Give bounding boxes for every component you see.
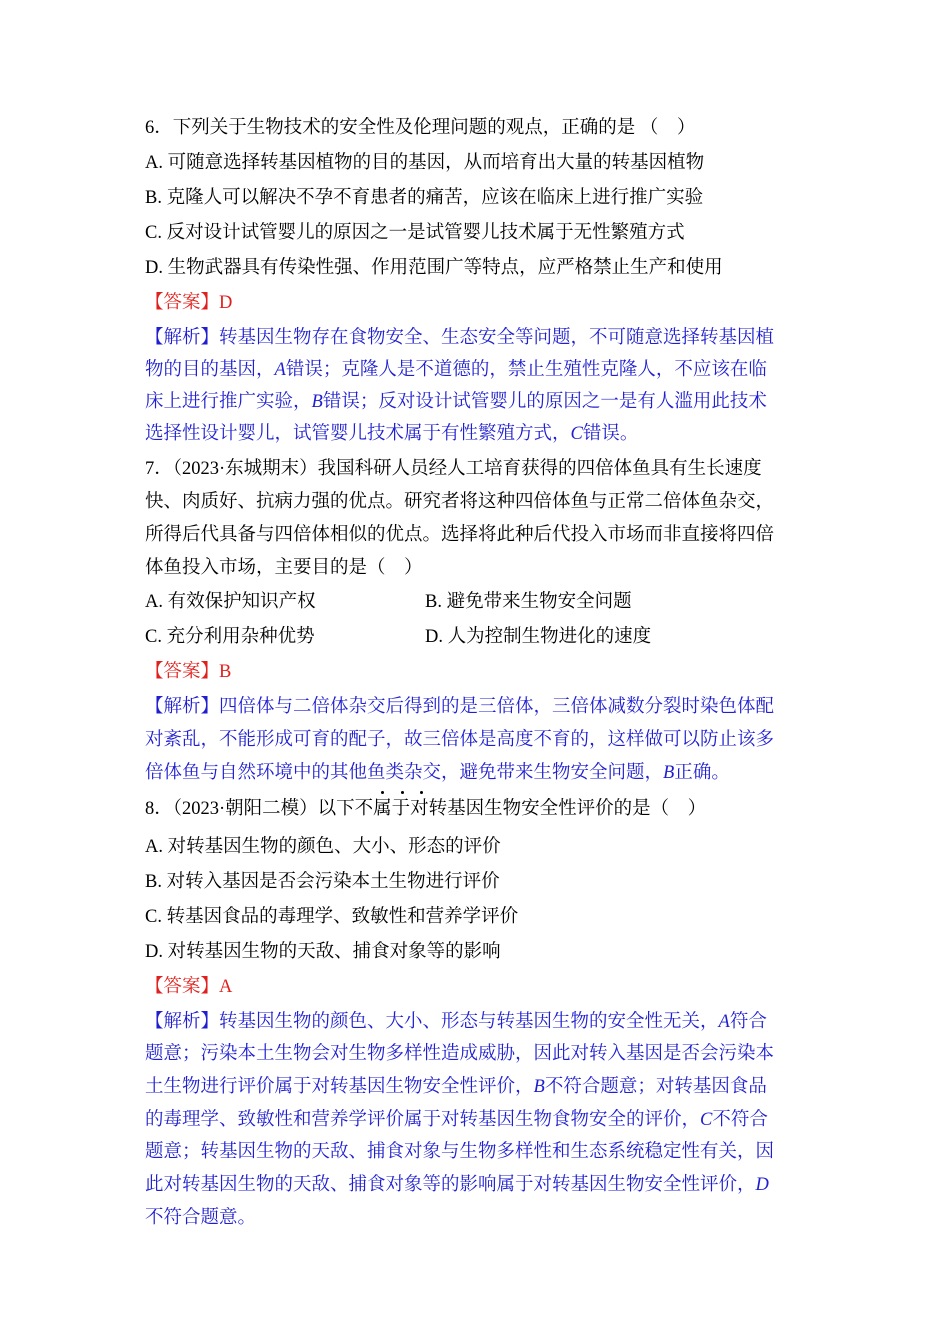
analysis-text: 不符合 bbox=[712, 1110, 768, 1130]
question-7-option-a: A. 有效保护知识产权 bbox=[145, 592, 316, 612]
analysis-text: 倍体鱼与自然环境中的其他鱼类杂交，避免带来生物安全问题， bbox=[145, 763, 664, 783]
answer-value: B bbox=[219, 662, 232, 682]
analysis-option-letter: A bbox=[718, 1012, 730, 1032]
question-6-analysis-line bbox=[145, 358, 767, 382]
question-6-stem: 6．下列关于生物技术的安全性及伦理问题的观点，正确的是 （ ） bbox=[145, 118, 696, 138]
analysis-tag: 【解析】 bbox=[145, 328, 220, 348]
analysis-text: 错误。 bbox=[582, 424, 639, 444]
question-6-option-a: A. 可随意选择转基因植物的目的基因，从而培育出大量的转基因植物 bbox=[145, 153, 705, 173]
question-8-analysis-line: 题意；转基因生物的天敌、捕食对象与生物多样性和生态系统稳定性有关，因 bbox=[145, 1142, 775, 1162]
answer-tag: 【答案】 bbox=[145, 662, 220, 682]
question-7-stem-line: 快、肉质好、抗病力强的优点。研究者将这种四倍体鱼与正常二倍体鱼杂交， bbox=[145, 492, 775, 512]
question-7-stem-line: 7．（2023·东城期末）我国科研人员经人工培育获得的四倍体鱼具有生长速度 bbox=[145, 459, 762, 479]
answer-tag: 【答案】 bbox=[145, 293, 220, 313]
question-6-analysis-line bbox=[145, 390, 767, 414]
analysis-text: 错误；克隆人是不道德的，禁止生殖性克隆人，不应该在临 bbox=[285, 360, 767, 380]
question-8-option-d: D. 对转基因生物的天敌、捕食对象等的影响 bbox=[145, 942, 501, 962]
analysis-text: 物的目的基因， bbox=[145, 360, 275, 380]
analysis-text: 转基因生物的颜色、大小、形态与转基因生物的安全性无关， bbox=[219, 1012, 719, 1032]
question-7-stem-line: 体鱼投入市场，主要目的是（ ） bbox=[145, 558, 423, 578]
question-6-option-b: B. 克隆人可以解决不孕不育患者的痛苦，应该在临床上进行推广实验 bbox=[145, 188, 704, 208]
analysis-option-letter: A bbox=[274, 360, 286, 380]
question-8-analysis-line bbox=[145, 1173, 769, 1197]
question-8-stem: 8．（2023·朝阳二模）以下不属于对转基因生物安全性评价的是（ ） bbox=[145, 799, 707, 819]
question-7-option-b: B. 避免带来生物安全问题 bbox=[425, 592, 632, 612]
question-8-answer bbox=[145, 975, 232, 999]
question-7-analysis-line bbox=[145, 695, 774, 719]
question-7-stem-line: 所得后代具备与四倍体相似的优点。选择将此种后代投入市场而非直接将四倍 bbox=[145, 525, 775, 545]
question-8-analysis-line: 题意；污染本土生物会对生物多样性造成威胁，因此对转入基因是否会污染本 bbox=[145, 1044, 775, 1064]
analysis-text: 四倍体与二倍体杂交后得到的是三倍体，三倍体减数分裂时染色体配 bbox=[219, 697, 775, 717]
question-8-option-a: A. 对转基因生物的颜色、大小、形态的评价 bbox=[145, 837, 501, 857]
analysis-option-letter: B bbox=[663, 763, 675, 783]
analysis-option-letter: B bbox=[311, 392, 323, 412]
question-8-analysis-line bbox=[145, 1010, 767, 1034]
analysis-tag: 【解析】 bbox=[145, 697, 220, 717]
analysis-text: 的毒理学、致敏性和营养学评价属于对转基因生物食物安全的评价， bbox=[145, 1110, 701, 1130]
question-7-analysis-line bbox=[145, 761, 730, 785]
answer-value: A bbox=[219, 977, 233, 997]
analysis-option-letter: B bbox=[533, 1077, 545, 1097]
question-7-options-row bbox=[145, 590, 316, 614]
question-7-option-d: D. 人为控制生物进化的速度 bbox=[425, 627, 652, 647]
question-8-analysis-line: 不符合题意。 bbox=[145, 1208, 257, 1228]
emphasis-dots bbox=[381, 791, 423, 794]
question-6-analysis-line bbox=[145, 326, 774, 350]
question-8-analysis-line bbox=[145, 1108, 768, 1132]
question-7-answer bbox=[145, 660, 231, 684]
analysis-text: 土生物进行评价属于对转基因生物安全性评价， bbox=[145, 1077, 534, 1097]
question-6-option-c: C. 反对设计试管婴儿的原因之一是试管婴儿技术属于无性繁殖方式 bbox=[145, 223, 685, 243]
analysis-text: 此对转基因生物的天敌、捕食对象等的影响属于对转基因生物安全性评价， bbox=[145, 1175, 756, 1195]
question-6-analysis-line bbox=[145, 422, 638, 446]
answer-value: D bbox=[219, 293, 233, 313]
analysis-text: 正确。 bbox=[674, 763, 730, 783]
analysis-text: 错误；反对设计试管婴儿的原因之一是有人滥用此技术 bbox=[322, 392, 767, 412]
question-8-analysis-line bbox=[145, 1075, 767, 1099]
analysis-option-letter: C bbox=[570, 424, 583, 444]
question-8-option-c: C. 转基因食品的毒理学、致敏性和营养学评价 bbox=[145, 907, 519, 927]
question-8-option-b: B. 对转入基因是否会污染本土生物进行评价 bbox=[145, 872, 500, 892]
analysis-text: 转基因生物存在食物安全、生态安全等问题，不可随意选择转基因植 bbox=[219, 328, 775, 348]
analysis-option-letter: D bbox=[755, 1175, 769, 1195]
analysis-text: 选择性设计婴儿，试管婴儿技术属于有性繁殖方式， bbox=[145, 424, 571, 444]
analysis-text: 不符合题意；对转基因食品 bbox=[544, 1077, 767, 1097]
analysis-text: 符合 bbox=[729, 1012, 767, 1032]
question-6-option-d: D. 生物武器具有传染性强、作用范围广等特点，应严格禁止生产和使用 bbox=[145, 258, 723, 278]
question-7-analysis-line: 对紊乱，不能形成可育的配子，故三倍体是高度不育的，这样做可以防止该多 bbox=[145, 730, 775, 750]
question-6-answer bbox=[145, 291, 232, 315]
analysis-tag: 【解析】 bbox=[145, 1012, 220, 1032]
answer-tag: 【答案】 bbox=[145, 977, 220, 997]
analysis-text: 床上进行推广实验， bbox=[145, 392, 312, 412]
analysis-option-letter: C bbox=[700, 1110, 713, 1130]
question-7-option-c: C. 充分利用杂种优势 bbox=[145, 627, 315, 647]
